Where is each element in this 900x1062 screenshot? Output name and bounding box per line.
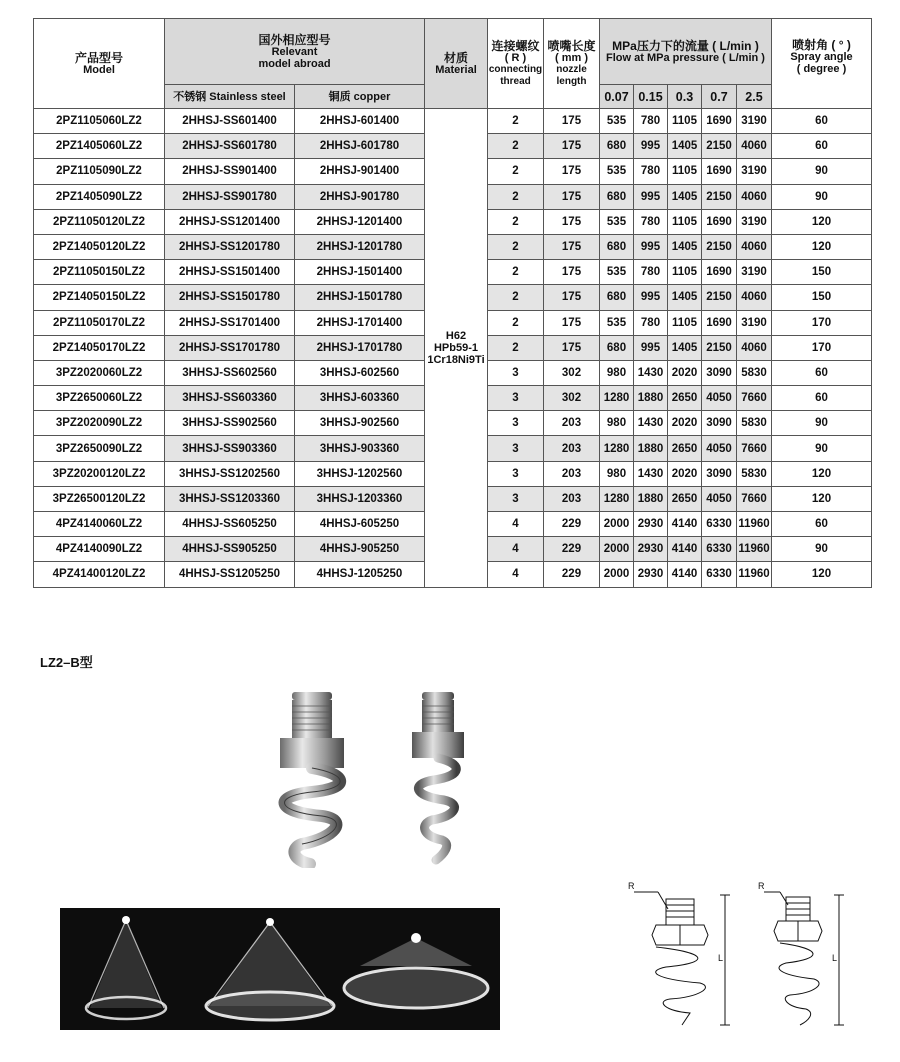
flow-0-7-cell: 1690: [702, 209, 737, 234]
model-cell: 3PZ2650060LZ2: [34, 386, 165, 411]
flow-0-07-cell: 2000: [600, 537, 634, 562]
flow-0-07-cell: 535: [600, 159, 634, 184]
stainless-cell: 2HHSJ-SS1501400: [165, 260, 295, 285]
stainless-cell: 2HHSJ-SS901400: [165, 159, 295, 184]
length-cell: 229: [544, 512, 600, 537]
flow-0-15-cell: 995: [634, 234, 668, 259]
thread-cell: 3: [488, 461, 544, 486]
flow-0-07-cell: 2000: [600, 512, 634, 537]
copper-cell: 3HHSJ-1202560: [295, 461, 425, 486]
header-relevant-zh: 国外相应型号: [258, 32, 331, 47]
length-cell: 302: [544, 386, 600, 411]
header-angle-en-2: ( degree ): [796, 63, 847, 75]
angle-cell: 60: [772, 512, 872, 537]
angle-cell: 60: [772, 134, 872, 159]
model-cell: 2PZ14050120LZ2: [34, 234, 165, 259]
angle-cell: 120: [772, 234, 872, 259]
flow-0-07-cell: 535: [600, 109, 634, 134]
flow-0-07-cell: 1280: [600, 486, 634, 511]
flow-0-3-cell: 2020: [668, 461, 702, 486]
flow-0-3-cell: 2650: [668, 486, 702, 511]
length-cell: 229: [544, 537, 600, 562]
thread-cell: 3: [488, 360, 544, 385]
flow-0-07-cell: 680: [600, 184, 634, 209]
angle-cell: 120: [772, 461, 872, 486]
header-angle: [772, 19, 872, 109]
flow-2-5-cell: 4060: [737, 184, 772, 209]
header-thread-en-1: connecting: [488, 63, 543, 75]
flow-0-7-cell: 4050: [702, 486, 737, 511]
thread-cell: 3: [488, 386, 544, 411]
header-relevant-en-2: model abroad: [258, 57, 331, 70]
thread-cell: 3: [488, 486, 544, 511]
header-angle-zh: 喷射角 ( ° ): [792, 38, 851, 52]
copper-cell: 2HHSJ-1201400: [295, 209, 425, 234]
model-cell: 3PZ20200120LZ2: [34, 461, 165, 486]
model-cell: 2PZ1405060LZ2: [34, 134, 165, 159]
length-cell: 175: [544, 109, 600, 134]
header-length-en-1: nozzle: [556, 63, 587, 75]
drawing-2-l-label: L: [832, 953, 838, 963]
flow-0-7-cell: 6330: [702, 537, 737, 562]
flow-0-15-cell: 1880: [634, 436, 668, 461]
thread-cell: 2: [488, 234, 544, 259]
material-line: H62: [445, 329, 467, 342]
angle-cell: 150: [772, 285, 872, 310]
thread-cell: 2: [488, 184, 544, 209]
thread-cell: 2: [488, 285, 544, 310]
flow-0-15-cell: 780: [634, 310, 668, 335]
header-flow: [600, 19, 772, 85]
angle-cell: 120: [772, 562, 872, 587]
material-line: HPb59-1: [433, 341, 479, 354]
flow-0-07-cell: 980: [600, 411, 634, 436]
flow-0-7-cell: 1690: [702, 109, 737, 134]
flow-0-7-cell: 2150: [702, 234, 737, 259]
flow-0-3-cell: 1405: [668, 184, 702, 209]
flow-0-15-cell: 2930: [634, 537, 668, 562]
length-cell: 175: [544, 310, 600, 335]
stainless-cell: 4HHSJ-SS605250: [165, 512, 295, 537]
thread-cell: 4: [488, 537, 544, 562]
flow-2-5-cell: 4060: [737, 134, 772, 159]
flow-0-07-cell: 1280: [600, 386, 634, 411]
flow-0-15-cell: 780: [634, 159, 668, 184]
flow-0-15-cell: 2930: [634, 562, 668, 587]
table-row: [34, 109, 872, 134]
model-cell: 2PZ11050120LZ2: [34, 209, 165, 234]
drawing-1-r-label: R: [628, 881, 635, 891]
flow-0-07-cell: 1280: [600, 436, 634, 461]
flow-0-15-cell: 995: [634, 285, 668, 310]
model-cell: 2PZ14050170LZ2: [34, 335, 165, 360]
flow-0-7-cell: 3090: [702, 461, 737, 486]
copper-cell: 2HHSJ-1501780: [295, 285, 425, 310]
flow-0-7-cell: 3090: [702, 411, 737, 436]
header-flow-zh: MPa压力下的流量 ( L/min ): [612, 38, 759, 53]
stainless-cell: 3HHSJ-SS603360: [165, 386, 295, 411]
copper-cell: 4HHSJ-605250: [295, 512, 425, 537]
length-cell: 175: [544, 134, 600, 159]
model-cell: 3PZ2020090LZ2: [34, 411, 165, 436]
header-pressure-5: 2.5: [737, 85, 772, 109]
length-cell: 175: [544, 260, 600, 285]
model-cell: 2PZ1105060LZ2: [34, 109, 165, 134]
model-cell: 3PZ26500120LZ2: [34, 486, 165, 511]
flow-0-3-cell: 1105: [668, 209, 702, 234]
flow-0-3-cell: 1105: [668, 310, 702, 335]
flow-0-07-cell: 535: [600, 209, 634, 234]
flow-2-5-cell: 4060: [737, 234, 772, 259]
dimension-drawing-1: [620, 875, 750, 1035]
flow-0-3-cell: 1105: [668, 159, 702, 184]
header-angle-en-1: Spray angle: [790, 51, 853, 63]
header-copper: 铜质 copper: [295, 85, 425, 109]
flow-0-07-cell: 680: [600, 134, 634, 159]
drawing-1-l-label: L: [718, 953, 724, 963]
copper-cell: 3HHSJ-903360: [295, 436, 425, 461]
copper-cell: 4HHSJ-905250: [295, 537, 425, 562]
spec-table: [33, 18, 872, 588]
model-cell: 4PZ41400120LZ2: [34, 562, 165, 587]
angle-cell: 170: [772, 310, 872, 335]
length-cell: 175: [544, 159, 600, 184]
model-cell: 4PZ4140060LZ2: [34, 512, 165, 537]
header-thread-en-2: thread: [500, 75, 531, 87]
material-line: 1Cr18Ni9Ti: [427, 353, 485, 366]
flow-2-5-cell: 7660: [737, 436, 772, 461]
angle-cell: 170: [772, 335, 872, 360]
header-material: [425, 19, 488, 109]
header-pressure-3: 0.3: [668, 85, 702, 109]
flow-0-07-cell: 980: [600, 461, 634, 486]
flow-2-5-cell: 7660: [737, 486, 772, 511]
header-pressure-1: 0.07: [600, 85, 634, 109]
spray-pattern-photos: [60, 908, 500, 1030]
stainless-cell: 2HHSJ-SS1501780: [165, 285, 295, 310]
section-title: LZ2–B型: [40, 655, 93, 670]
flow-0-7-cell: 2150: [702, 285, 737, 310]
stainless-cell: 2HHSJ-SS1701780: [165, 335, 295, 360]
flow-2-5-cell: 3190: [737, 310, 772, 335]
copper-cell: 3HHSJ-1203360: [295, 486, 425, 511]
flow-0-7-cell: 4050: [702, 436, 737, 461]
flow-0-15-cell: 1430: [634, 411, 668, 436]
angle-cell: 90: [772, 537, 872, 562]
flow-0-07-cell: 535: [600, 310, 634, 335]
stainless-cell: 3HHSJ-SS602560: [165, 360, 295, 385]
flow-0-7-cell: 2150: [702, 335, 737, 360]
thread-cell: 2: [488, 310, 544, 335]
drawing-2-r-label: R: [758, 881, 765, 891]
spiral-nozzle-photo-1: [262, 688, 362, 868]
flow-0-07-cell: 2000: [600, 562, 634, 587]
flow-0-15-cell: 1430: [634, 461, 668, 486]
length-cell: 175: [544, 234, 600, 259]
header-relevant: [165, 19, 425, 85]
flow-0-7-cell: 1690: [702, 159, 737, 184]
flow-2-5-cell: 3190: [737, 109, 772, 134]
header-model-zh: 产品型号: [74, 50, 123, 65]
length-cell: 175: [544, 335, 600, 360]
length-cell: 175: [544, 209, 600, 234]
flow-2-5-cell: 4060: [737, 285, 772, 310]
thread-cell: 2: [488, 260, 544, 285]
flow-0-15-cell: 2930: [634, 512, 668, 537]
flow-0-7-cell: 2150: [702, 134, 737, 159]
thread-cell: 3: [488, 411, 544, 436]
model-cell: 3PZ2650090LZ2: [34, 436, 165, 461]
length-cell: 175: [544, 285, 600, 310]
angle-cell: 150: [772, 260, 872, 285]
copper-cell: 2HHSJ-1701780: [295, 335, 425, 360]
stainless-cell: 2HHSJ-SS1201400: [165, 209, 295, 234]
flow-0-3-cell: 1405: [668, 234, 702, 259]
header-pressure-4: 0.7: [702, 85, 737, 109]
thread-cell: 2: [488, 209, 544, 234]
thread-cell: 4: [488, 512, 544, 537]
model-cell: 2PZ14050150LZ2: [34, 285, 165, 310]
header-model: [34, 19, 165, 109]
flow-0-3-cell: 1105: [668, 109, 702, 134]
length-cell: 203: [544, 486, 600, 511]
flow-0-15-cell: 1880: [634, 386, 668, 411]
flow-0-3-cell: 1405: [668, 335, 702, 360]
flow-0-3-cell: 1105: [668, 260, 702, 285]
length-cell: 175: [544, 184, 600, 209]
flow-0-7-cell: 6330: [702, 512, 737, 537]
angle-cell: 90: [772, 411, 872, 436]
thread-cell: 2: [488, 335, 544, 360]
header-thread: [488, 19, 544, 109]
thread-cell: 2: [488, 109, 544, 134]
thread-cell: 4: [488, 562, 544, 587]
flow-2-5-cell: 4060: [737, 335, 772, 360]
flow-0-15-cell: 780: [634, 109, 668, 134]
header-length-zh: 喷嘴长度: [547, 38, 596, 53]
model-cell: 2PZ1105090LZ2: [34, 159, 165, 184]
flow-0-3-cell: 1405: [668, 285, 702, 310]
flow-2-5-cell: 11960: [737, 512, 772, 537]
stainless-cell: 3HHSJ-SS1202560: [165, 461, 295, 486]
flow-0-3-cell: 2020: [668, 411, 702, 436]
flow-0-3-cell: 1405: [668, 134, 702, 159]
flow-0-15-cell: 1430: [634, 360, 668, 385]
copper-cell: 3HHSJ-602560: [295, 360, 425, 385]
flow-2-5-cell: 11960: [737, 537, 772, 562]
flow-0-07-cell: 980: [600, 360, 634, 385]
flow-2-5-cell: 11960: [737, 562, 772, 587]
length-cell: 203: [544, 411, 600, 436]
flow-2-5-cell: 3190: [737, 209, 772, 234]
flow-0-07-cell: 535: [600, 260, 634, 285]
length-cell: 302: [544, 360, 600, 385]
dimension-drawing-2: [750, 875, 860, 1035]
thread-cell: 2: [488, 159, 544, 184]
stainless-cell: 2HHSJ-SS601400: [165, 109, 295, 134]
model-cell: 3PZ2020060LZ2: [34, 360, 165, 385]
flow-0-3-cell: 4140: [668, 537, 702, 562]
flow-0-07-cell: 680: [600, 234, 634, 259]
copper-cell: 3HHSJ-902560: [295, 411, 425, 436]
copper-cell: 2HHSJ-1501400: [295, 260, 425, 285]
copper-cell: 2HHSJ-901780: [295, 184, 425, 209]
flow-2-5-cell: 3190: [737, 159, 772, 184]
flow-2-5-cell: 5830: [737, 360, 772, 385]
stainless-cell: 2HHSJ-SS601780: [165, 134, 295, 159]
angle-cell: 60: [772, 109, 872, 134]
header-flow-en: Flow at MPa pressure ( L/min ): [606, 51, 765, 64]
header-length-unit: ( mm ): [555, 51, 588, 64]
flow-0-7-cell: 4050: [702, 386, 737, 411]
angle-cell: 60: [772, 360, 872, 385]
copper-cell: 2HHSJ-1701400: [295, 310, 425, 335]
model-cell: 2PZ11050150LZ2: [34, 260, 165, 285]
copper-cell: 2HHSJ-601400: [295, 109, 425, 134]
copper-cell: 2HHSJ-601780: [295, 134, 425, 159]
copper-cell: 3HHSJ-603360: [295, 386, 425, 411]
header-thread-zh: 连接螺纹: [491, 38, 540, 53]
flow-0-3-cell: 2020: [668, 360, 702, 385]
angle-cell: 90: [772, 436, 872, 461]
flow-0-7-cell: 6330: [702, 562, 737, 587]
header-length-en-2: length: [556, 75, 587, 87]
flow-0-15-cell: 995: [634, 335, 668, 360]
flow-0-3-cell: 4140: [668, 562, 702, 587]
model-cell: 4PZ4140090LZ2: [34, 537, 165, 562]
length-cell: 203: [544, 436, 600, 461]
flow-0-3-cell: 2650: [668, 386, 702, 411]
flow-0-07-cell: 680: [600, 285, 634, 310]
angle-cell: 60: [772, 386, 872, 411]
flow-0-7-cell: 3090: [702, 360, 737, 385]
angle-cell: 90: [772, 159, 872, 184]
flow-0-7-cell: 1690: [702, 310, 737, 335]
copper-cell: 4HHSJ-1205250: [295, 562, 425, 587]
stainless-cell: 4HHSJ-SS1205250: [165, 562, 295, 587]
flow-2-5-cell: 5830: [737, 411, 772, 436]
flow-0-7-cell: 1690: [702, 260, 737, 285]
header-model-en: Model: [83, 63, 115, 76]
flow-0-15-cell: 995: [634, 134, 668, 159]
stainless-cell: 3HHSJ-SS903360: [165, 436, 295, 461]
angle-cell: 120: [772, 486, 872, 511]
material-cell: [425, 109, 488, 588]
header-material-zh: 材质: [443, 50, 468, 65]
length-cell: 229: [544, 562, 600, 587]
flow-0-3-cell: 2650: [668, 436, 702, 461]
length-cell: 203: [544, 461, 600, 486]
spiral-nozzle-photo-2: [398, 688, 478, 868]
flow-0-7-cell: 2150: [702, 184, 737, 209]
flow-0-3-cell: 4140: [668, 512, 702, 537]
copper-cell: 2HHSJ-901400: [295, 159, 425, 184]
stainless-cell: 3HHSJ-SS902560: [165, 411, 295, 436]
thread-cell: 2: [488, 134, 544, 159]
flow-2-5-cell: 3190: [737, 260, 772, 285]
stainless-cell: 2HHSJ-SS1201780: [165, 234, 295, 259]
header-pressure-2: 0.15: [634, 85, 668, 109]
flow-0-15-cell: 780: [634, 209, 668, 234]
model-cell: 2PZ1405090LZ2: [34, 184, 165, 209]
angle-cell: 120: [772, 209, 872, 234]
header-material-en: Material: [435, 63, 477, 76]
header-length: [544, 19, 600, 109]
stainless-cell: 2HHSJ-SS1701400: [165, 310, 295, 335]
angle-cell: 90: [772, 184, 872, 209]
copper-cell: 2HHSJ-1201780: [295, 234, 425, 259]
model-cell: 2PZ11050170LZ2: [34, 310, 165, 335]
flow-0-15-cell: 780: [634, 260, 668, 285]
stainless-cell: 2HHSJ-SS901780: [165, 184, 295, 209]
header-relevant-en-1: Relevant: [271, 45, 318, 58]
flow-0-07-cell: 680: [600, 335, 634, 360]
flow-2-5-cell: 5830: [737, 461, 772, 486]
header-stainless: 不锈钢 Stainless steel: [165, 85, 295, 109]
flow-0-15-cell: 995: [634, 184, 668, 209]
stainless-cell: 3HHSJ-SS1203360: [165, 486, 295, 511]
flow-0-15-cell: 1880: [634, 486, 668, 511]
stainless-cell: 4HHSJ-SS905250: [165, 537, 295, 562]
flow-2-5-cell: 7660: [737, 386, 772, 411]
header-thread-r: ( R ): [504, 51, 527, 64]
thread-cell: 3: [488, 436, 544, 461]
